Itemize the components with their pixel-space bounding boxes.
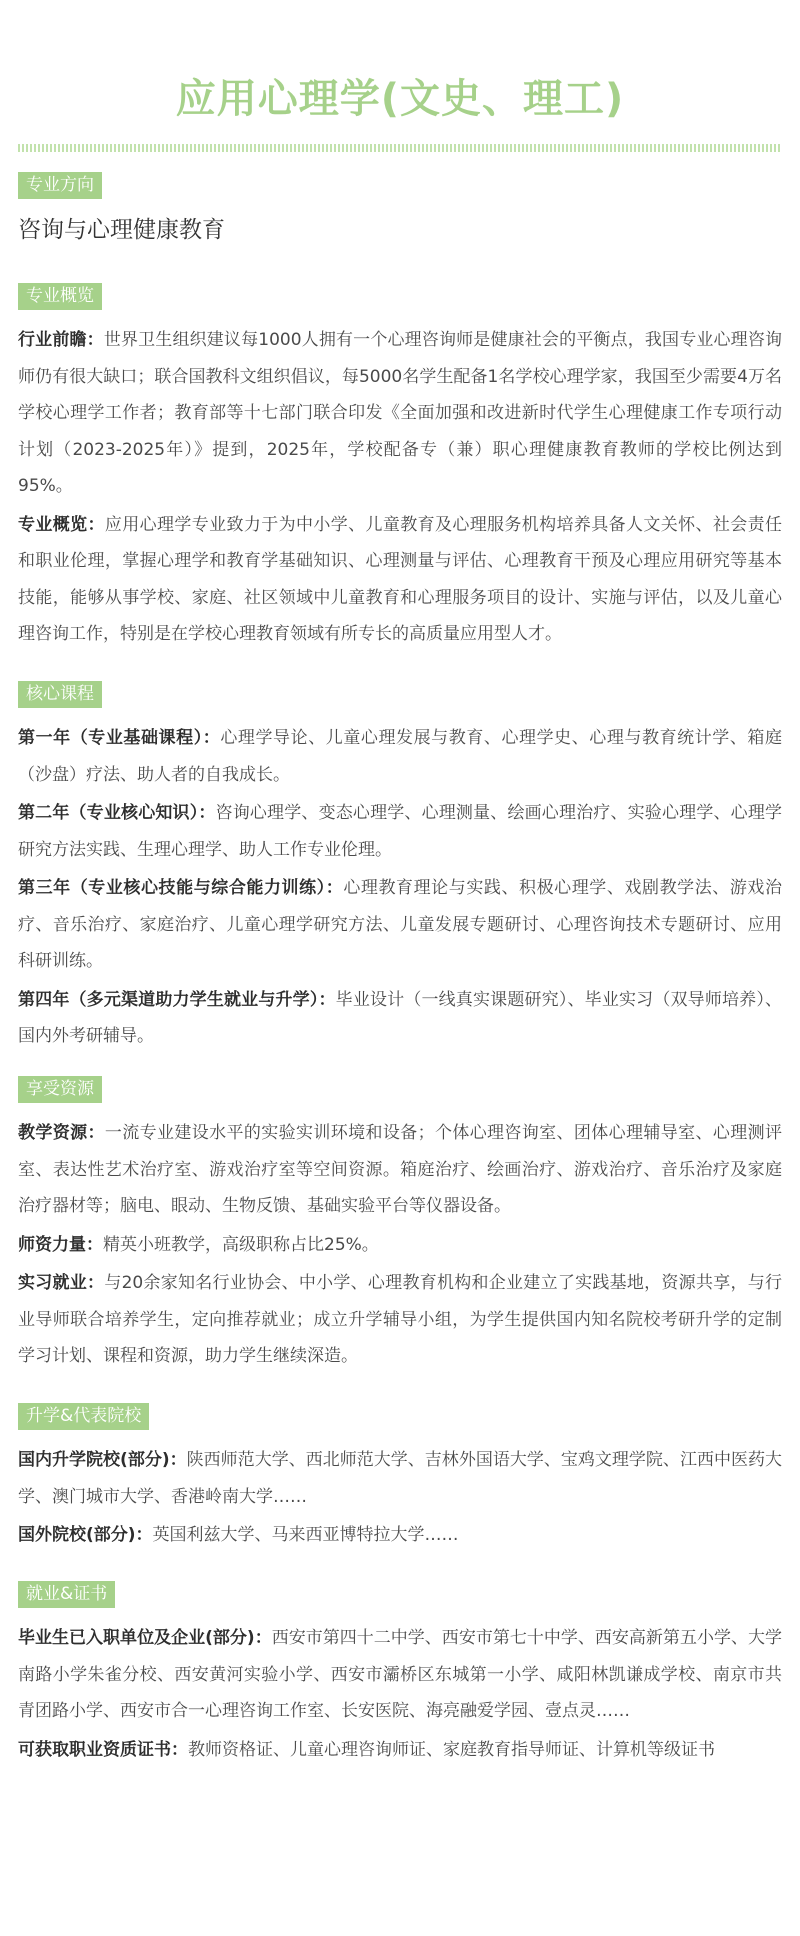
item-text: 陕西师范大学、西北师范大学、吉林外国语大学、宝鸡文理学院、江西中医药大学、澳门城市大学、香港岭南大学…… xyxy=(18,1450,782,1507)
section-employment xyxy=(18,1581,782,1770)
item-text: 精英小班教学，高级职称占比25%。 xyxy=(103,1234,379,1255)
item-key: 第三年（专业核心技能与综合能力训练）： xyxy=(18,878,344,898)
item-text: 一流专业建设水平的实验实训环境和设备；个体心理咨询室、团体心理辅导室、心理测评室、表达性艺术治疗室、游戏治疗室等空间资源。箱庭治疗、绘画治疗、游戏治疗、音乐治疗及家庭治疗器材等；脑电、眼动、生物反馈、基础实验平台等仪器设备。 xyxy=(18,1123,783,1216)
employment-item xyxy=(18,1620,782,1730)
overview-item xyxy=(18,322,782,505)
course-item xyxy=(18,870,782,980)
item-key: 毕业生已入职单位及企业(部分)： xyxy=(18,1628,272,1648)
item-key: 实习就业： xyxy=(18,1273,105,1293)
section-courses xyxy=(18,681,782,1057)
item-key: 第四年（多元渠道助力学生就业与升学）： xyxy=(18,989,336,1010)
section-label-schools: 升学&代表院校 xyxy=(18,1403,149,1430)
item-text: 世界卫生组织建议每1000人拥有一个心理咨询师是健康社会的平衡点，我国专业心理咨询师仍有很大缺口；联合国教科文组织倡议，每5000名学生配备1名学校心理学家，我国至少需要4万名学校心理学工作者；教育部等十七部门联合印发《全面加强和改进新时代学生心理健康工作专项行动计划（2023-2025年）》提到，2025年，学校配备专（兼）职心理健康教育教师的学校比例达到95%。 xyxy=(18,330,783,496)
course-item xyxy=(18,982,782,1055)
major-name: 咨询与心理健康教育 xyxy=(18,217,225,243)
item-text: 教师资格证、儿童心理咨询师证、家庭教育指导师证、计算机等级证书 xyxy=(188,1739,715,1760)
item-key: 教学资源： xyxy=(18,1123,105,1143)
item-text: 心理学导论、儿童心理发展与教育、心理学史、心理与教育统计学、箱庭（沙盘）疗法、助人者的自我成长。 xyxy=(18,728,783,785)
section-label-direction: 专业方向 xyxy=(18,172,102,199)
item-key: 国内升学院校(部分)： xyxy=(18,1450,187,1470)
overview-item xyxy=(18,507,782,653)
page-title: 应用心理学(文史、理工) xyxy=(175,76,625,122)
resource-item xyxy=(18,1115,782,1225)
section-schools xyxy=(18,1403,782,1556)
item-text: 英国利兹大学、马来西亚博特拉大学…… xyxy=(152,1525,459,1545)
item-key: 第二年（专业核心知识）： xyxy=(18,803,216,823)
title-divider xyxy=(18,144,782,152)
section-overview xyxy=(18,283,782,655)
section-direction xyxy=(18,172,782,247)
item-key: 专业概览： xyxy=(18,514,105,535)
item-key: 国外院校(部分)： xyxy=(18,1525,153,1545)
section-label-overview: 专业概览 xyxy=(18,283,102,310)
item-key: 第一年（专业基础课程）： xyxy=(18,728,221,748)
course-item xyxy=(18,720,782,793)
resource-item xyxy=(18,1265,782,1375)
item-key: 行业前瞻： xyxy=(18,330,104,350)
item-text: 毕业设计（一线真实课题研究）、毕业实习（双导师培养）、国内外考研辅导。 xyxy=(18,989,783,1046)
school-item xyxy=(18,1517,782,1554)
school-item xyxy=(18,1442,782,1515)
section-label-employment: 就业&证书 xyxy=(18,1581,115,1608)
course-item xyxy=(18,795,782,868)
section-label-courses: 核心课程 xyxy=(18,681,102,708)
item-key: 师资力量： xyxy=(18,1234,103,1255)
resource-item xyxy=(18,1227,782,1264)
item-text: 应用心理学专业致力于为中小学、儿童教育及心理服务机构培养具备人文关怀、社会责任和职业伦理，掌握心理学和教育学基础知识、心理测量与评估、心理教育干预及心理应用研究等基本技能，能够从事学校、家庭、社区领域中儿童教育和心理服务项目的设计、实施与评估，以及儿童心理咨询工作，特别是在学校心理教育领域有所专长的高质量应用型人才。 xyxy=(18,514,783,644)
section-resources xyxy=(18,1076,782,1377)
item-text: 咨询心理学、变态心理学、心理测量、绘画心理治疗、实验心理学、心理学研究方法实践、生理心理学、助人工作专业伦理。 xyxy=(18,803,783,860)
employment-item xyxy=(18,1732,782,1769)
item-text: 西安市第四十二中学、西安市第七十中学、西安高新第五小学、大学南路小学朱雀分校、西安黄河实验小学、西安市灞桥区东城第一小学、咸阳林凯谦成学校、南京市共青团路小学、西安市合一心理咨询工作室、长安医院、海亮融爱学园、壹点灵…… xyxy=(18,1628,782,1721)
item-text: 心理教育理论与实践、积极心理学、戏剧教学法、游戏治疗、音乐治疗、家庭治疗、儿童心理学研究方法、儿童发展专题研讨、心理咨询技术专题研讨、应用科研训练。 xyxy=(18,878,783,971)
item-text: 与20余家知名行业协会、中小学、心理教育机构和企业建立了实践基地，资源共享，与行业导师联合培养学生，定向推荐就业；成立升学辅导小组，为学生提供国内知名院校考研升学的定制学习计划、课程和资源，助力学生继续深造。 xyxy=(18,1273,782,1366)
item-key: 可获取职业资质证书： xyxy=(18,1739,188,1760)
section-label-resources: 享受资源 xyxy=(18,1076,102,1103)
